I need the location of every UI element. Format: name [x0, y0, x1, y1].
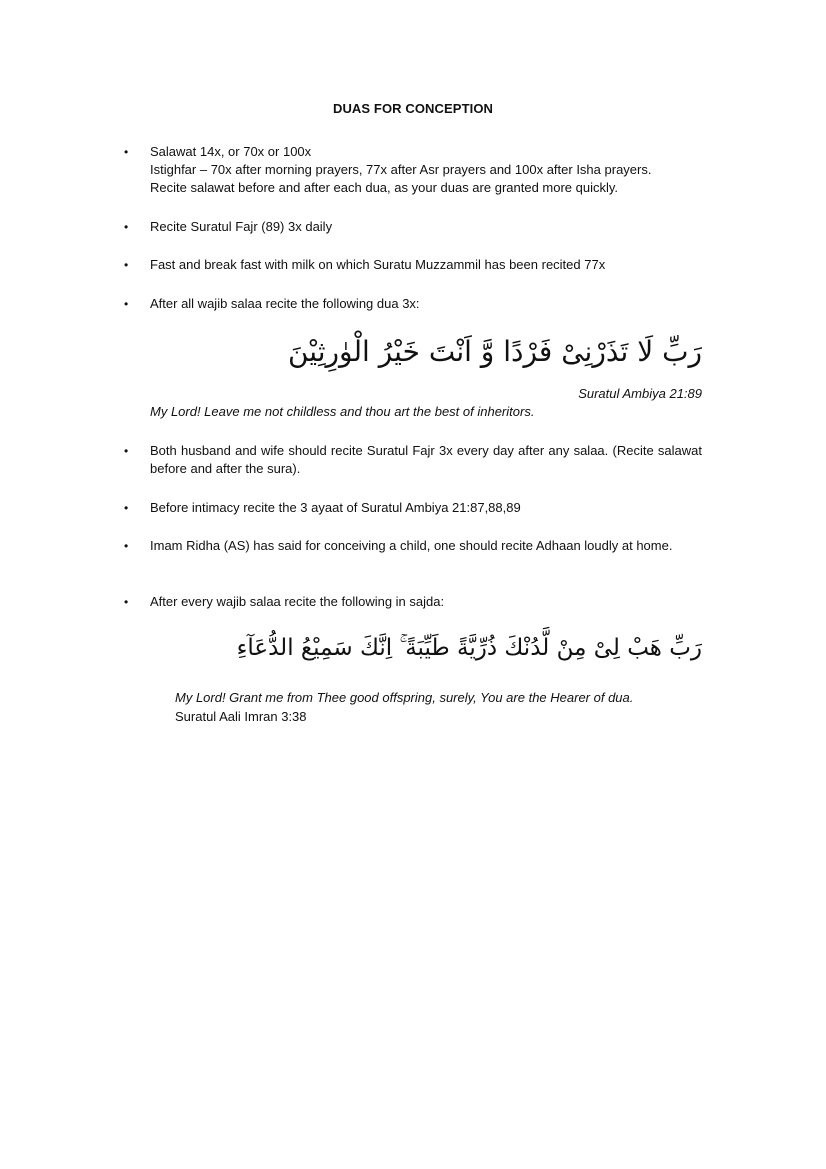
item-line: Salawat 14x, or 70x or 100x: [150, 144, 312, 159]
reference-aali-imran: Suratul Aali Imran 3:38: [175, 709, 307, 724]
page-title: DUAS FOR CONCEPTION: [332, 101, 494, 116]
bullet-icon: •: [124, 501, 129, 515]
reference-ambiya: Suratul Ambiya 21:89: [578, 386, 702, 401]
list-item-imam-ridha: Imam Ridha (AS) has said for conceiving a child, one should recite Adhaan loudly at home.: [150, 538, 673, 553]
bullet-icon: •: [124, 444, 129, 458]
arabic-dua-aali-imran: رَبِّ هَبْ لِىْ مِنْ لَّدُنْكَ ذُرِّيَّةً طَيِّبَةً ۚ اِنَّكَ سَمِيْعُ الدُّعَآءِ: [236, 635, 702, 661]
arabic-dua-ambiya: رَبِّ لَا تَذَرْنِىْ فَرْدًا وَّ اَنْتَ خَيْرُ الْوٰرِثِيْنَ: [287, 335, 702, 368]
item-line: Recite salawat before and after each dua, as your duas are granted more quickly.: [150, 180, 619, 195]
bullet-icon: •: [124, 297, 129, 311]
list-item-husband-wife: Both husband and wife should recite Suratul Fajr 3x every day after any salaa. (Recite salawat before and after the sura).: [150, 443, 702, 476]
translation-aali-imran: My Lord! Grant me from Thee good offspring, surely, You are the Hearer of dua.: [175, 690, 634, 705]
list-item-fast: Fast and break fast with milk on which Suratu Muzzammil has been recited 77x: [150, 257, 606, 272]
list-item-salawat: [150, 143, 702, 197]
list-item-sajda: After every wajib salaa recite the following in sajda:: [150, 594, 445, 609]
list-item-intimacy: Before intimacy recite the 3 ayaat of Suratul Ambiya 21:87,88,89: [150, 500, 521, 515]
list-item-suratul-fajr: Recite Suratul Fajr (89) 3x daily: [150, 219, 333, 234]
bullet-icon: •: [124, 539, 129, 553]
bullet-icon: •: [124, 595, 129, 609]
translation-ambiya: My Lord! Leave me not childless and thou art the best of inheritors.: [150, 404, 535, 419]
bullet-icon: •: [124, 258, 129, 272]
item-line: Istighfar – 70x after morning prayers, 77x after Asr prayers and 100x after Isha prayers.: [150, 162, 652, 177]
bullet-icon: •: [124, 145, 129, 159]
list-item-wajib-dua: After all wajib salaa recite the following dua 3x:: [150, 296, 420, 311]
bullet-icon: •: [124, 220, 129, 234]
